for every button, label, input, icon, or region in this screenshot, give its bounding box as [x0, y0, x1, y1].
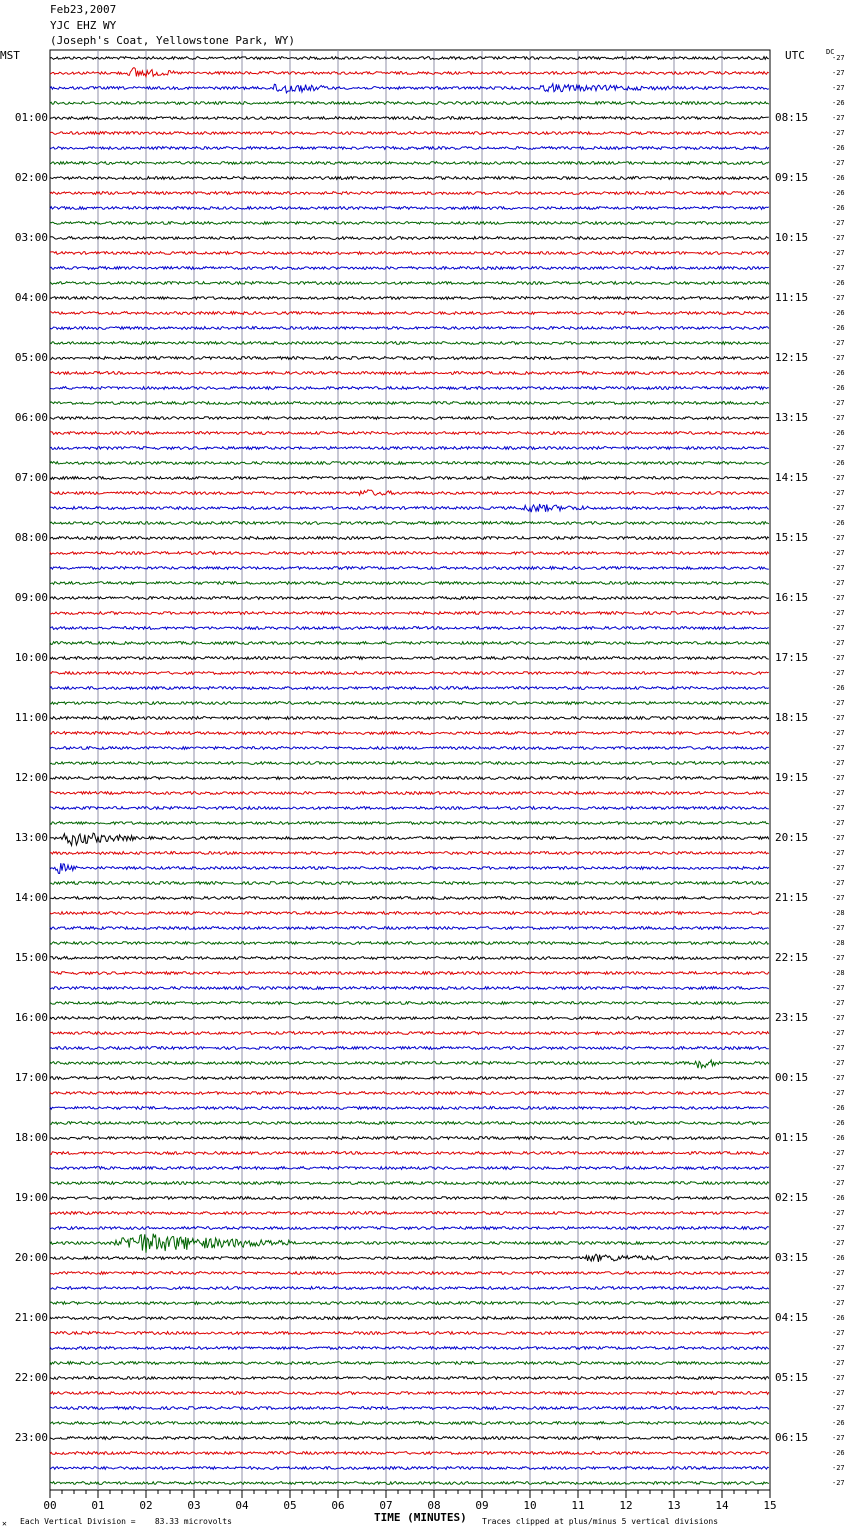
trace-76 — [50, 1182, 769, 1185]
trace-47 — [50, 747, 769, 750]
mst-tick-label: 06:00 — [14, 411, 48, 424]
dc-label: DC — [826, 48, 835, 56]
dc-offset-label: -27 — [832, 1164, 845, 1172]
trace-42 — [50, 672, 769, 675]
dc-offset-label: -27 — [832, 159, 845, 167]
dc-offset-label: -27 — [832, 669, 845, 677]
trace-53 — [50, 833, 769, 845]
utc-tick-label: 12:15 — [775, 351, 809, 364]
dc-offset-label: -27 — [832, 549, 845, 557]
trace-24 — [50, 402, 769, 405]
trace-9 — [50, 177, 769, 180]
dc-offset-label: -27 — [832, 504, 845, 512]
utc-tick-label: 23:15 — [775, 1011, 809, 1024]
utc-tick-label: 21:15 — [775, 891, 809, 904]
utc-tick-label: 17:15 — [775, 651, 809, 664]
dc-offset-label: -27 — [832, 54, 845, 62]
dc-offset-label: -26 — [832, 309, 845, 317]
trace-88 — [50, 1362, 769, 1365]
clip-note: Traces clipped at plus/minus 5 vertical divisions — [482, 1517, 719, 1526]
mst-tick-label: 23:00 — [14, 1431, 48, 1444]
trace-74 — [50, 1152, 769, 1155]
trace-92 — [50, 1422, 769, 1425]
dc-offset-label: -27 — [832, 69, 845, 77]
dc-offset-label: -27 — [832, 1179, 845, 1187]
trace-95 — [50, 1467, 769, 1470]
dc-offset-label: -27 — [832, 594, 845, 602]
utc-tick-label: 15:15 — [775, 531, 809, 544]
trace-57 — [50, 897, 769, 900]
dc-offset-label: -26 — [832, 369, 845, 377]
trace-17 — [50, 297, 769, 300]
dc-offset-label: -26 — [832, 1104, 845, 1112]
dc-offset-label: -27 — [832, 879, 845, 887]
mst-tick-label: 11:00 — [14, 711, 48, 724]
dc-offset-label: -27 — [832, 714, 845, 722]
x-tick-label: 07 — [379, 1499, 393, 1512]
x-tick-label: 12 — [619, 1499, 633, 1512]
trace-18 — [50, 312, 769, 315]
dc-offset-label: -27 — [832, 234, 845, 242]
trace-25 — [50, 417, 769, 420]
trace-67 — [50, 1047, 769, 1050]
dc-offset-label: -26 — [832, 204, 845, 212]
trace-66 — [50, 1032, 769, 1035]
trace-37 — [50, 597, 769, 600]
trace-96 — [50, 1482, 769, 1485]
x-tick-label: 00 — [43, 1499, 57, 1512]
utc-tick-label: 02:15 — [775, 1191, 809, 1204]
trace-14 — [50, 252, 769, 255]
trace-86 — [50, 1332, 769, 1335]
trace-82 — [50, 1272, 769, 1275]
dc-offset-label: -26 — [832, 174, 845, 182]
dc-offset-label: -27 — [832, 219, 845, 227]
dc-offset-label: -27 — [832, 729, 845, 737]
dc-offset-label: -27 — [832, 834, 845, 842]
trace-1 — [50, 57, 769, 60]
dc-offset-label: -26 — [832, 324, 845, 332]
dc-offset-label: -27 — [832, 414, 845, 422]
mst-tick-label: 22:00 — [14, 1371, 48, 1384]
dc-offset-label: -27 — [832, 639, 845, 647]
trace-85 — [50, 1317, 769, 1320]
trace-65 — [50, 1017, 769, 1020]
dc-offset-label: -27 — [832, 804, 845, 812]
x-tick-label: 06 — [331, 1499, 345, 1512]
dc-offset-label: -27 — [832, 1059, 845, 1067]
trace-7 — [50, 147, 769, 150]
x-tick-label: 03 — [187, 1499, 201, 1512]
trace-87 — [50, 1347, 769, 1350]
utc-tick-label: 20:15 — [775, 831, 809, 844]
dc-offset-label: -27 — [832, 1044, 845, 1052]
corner-mark: ✕ — [2, 1519, 7, 1528]
dc-offset-label: -26 — [832, 1119, 845, 1127]
x-tick-label: 04 — [235, 1499, 249, 1512]
utc-tick-label: 09:15 — [775, 171, 809, 184]
dc-offset-label: -27 — [832, 1359, 845, 1367]
trace-20 — [50, 342, 769, 345]
trace-49 — [50, 777, 769, 780]
trace-58 — [50, 912, 769, 915]
dc-offset-label: -26 — [832, 1194, 845, 1202]
dc-offset-label: -27 — [832, 954, 845, 962]
trace-48 — [50, 762, 769, 765]
trace-84 — [50, 1302, 769, 1305]
x-tick-label: 02 — [139, 1499, 153, 1512]
trace-54 — [50, 852, 769, 855]
trace-93 — [50, 1437, 769, 1440]
trace-61 — [50, 957, 769, 960]
dc-offset-label: -27 — [832, 1374, 845, 1382]
dc-offset-label: -27 — [832, 819, 845, 827]
dc-offset-label: -27 — [832, 489, 845, 497]
x-tick-label: 13 — [667, 1499, 681, 1512]
trace-62 — [50, 972, 769, 975]
dc-offset-label: -28 — [832, 909, 845, 917]
dc-offset-label: -27 — [832, 444, 845, 452]
utc-tick-label: 06:15 — [775, 1431, 809, 1444]
trace-23 — [50, 387, 769, 390]
dc-offset-label: -27 — [832, 1299, 845, 1307]
dc-offset-label: -26 — [832, 1449, 845, 1457]
trace-3 — [50, 84, 769, 93]
utc-tick-label: 00:15 — [775, 1071, 809, 1084]
x-tick-label: 09 — [475, 1499, 489, 1512]
dc-offset-label: -27 — [832, 1074, 845, 1082]
trace-55 — [50, 863, 769, 873]
trace-32 — [50, 522, 769, 525]
trace-19 — [50, 327, 769, 330]
trace-52 — [50, 822, 769, 825]
trace-40 — [50, 642, 769, 645]
x-tick-label: 11 — [571, 1499, 585, 1512]
mst-tick-label: 05:00 — [14, 351, 48, 364]
trace-33 — [50, 537, 769, 540]
trace-51 — [50, 807, 769, 810]
dc-offset-label: -27 — [832, 789, 845, 797]
mst-tick-label: 16:00 — [14, 1011, 48, 1024]
dc-offset-label: -27 — [832, 564, 845, 572]
x-axis-title: TIME (MINUTES) — [374, 1511, 467, 1524]
mst-tick-label: 19:00 — [14, 1191, 48, 1204]
mst-tick-label: 14:00 — [14, 891, 48, 904]
trace-26 — [50, 432, 769, 435]
trace-70 — [50, 1092, 769, 1095]
dc-offset-label: -26 — [832, 429, 845, 437]
dc-offset-label: -26 — [832, 189, 845, 197]
dc-offset-label: -27 — [832, 264, 845, 272]
dc-offset-label: -27 — [832, 129, 845, 137]
trace-16 — [50, 282, 769, 285]
x-tick-label: 10 — [523, 1499, 537, 1512]
trace-27 — [50, 447, 769, 450]
trace-79 — [50, 1227, 769, 1230]
mst-tick-label: 18:00 — [14, 1131, 48, 1144]
dc-offset-label: -27 — [832, 774, 845, 782]
utc-tick-label: 03:15 — [775, 1251, 809, 1264]
trace-31 — [50, 504, 769, 512]
mst-tick-label: 02:00 — [14, 171, 48, 184]
trace-64 — [50, 1002, 769, 1005]
dc-offset-label: -27 — [832, 744, 845, 752]
dc-offset-label: -27 — [832, 624, 845, 632]
trace-89 — [50, 1377, 769, 1380]
dc-offset-label: -27 — [832, 1389, 845, 1397]
trace-5 — [50, 117, 769, 120]
dc-offset-label: -27 — [832, 249, 845, 257]
utc-label: UTC — [785, 49, 805, 62]
utc-tick-label: 11:15 — [775, 291, 809, 304]
dc-offset-label: -27 — [832, 864, 845, 872]
trace-91 — [50, 1407, 769, 1410]
dc-offset-label: -27 — [832, 579, 845, 587]
x-tick-label: 05 — [283, 1499, 297, 1512]
trace-78 — [50, 1212, 769, 1215]
dc-offset-label: -27 — [832, 294, 845, 302]
dc-offset-label: -27 — [832, 1014, 845, 1022]
dc-offset-label: -26 — [832, 279, 845, 287]
dc-offset-label: -27 — [832, 354, 845, 362]
scale-note: Each Vertical Division = 83.33 microvolts — [20, 1517, 232, 1526]
trace-38 — [50, 612, 769, 615]
trace-90 — [50, 1392, 769, 1395]
trace-56 — [50, 882, 769, 885]
utc-tick-label: 14:15 — [775, 471, 809, 484]
trace-6 — [50, 132, 769, 135]
dc-offset-label: -27 — [832, 114, 845, 122]
dc-offset-label: -27 — [832, 1329, 845, 1337]
mst-label: MST — [0, 49, 20, 62]
trace-29 — [50, 477, 769, 480]
mst-tick-label: 09:00 — [14, 591, 48, 604]
dc-offset-label: -27 — [832, 1434, 845, 1442]
dc-offset-label: -26 — [832, 684, 845, 692]
utc-tick-label: 05:15 — [775, 1371, 809, 1384]
trace-72 — [50, 1122, 769, 1125]
trace-13 — [50, 237, 769, 240]
dc-offset-label: -27 — [832, 1464, 845, 1472]
utc-tick-label: 22:15 — [775, 951, 809, 964]
dc-offset-label: -26 — [832, 1314, 845, 1322]
dc-offset-label: -26 — [832, 459, 845, 467]
dc-offset-label: -27 — [832, 1224, 845, 1232]
x-tick-label: 01 — [91, 1499, 105, 1512]
dc-offset-label: -26 — [832, 144, 845, 152]
dc-offset-label: -27 — [832, 474, 845, 482]
dc-offset-label: -27 — [832, 84, 845, 92]
trace-45 — [50, 717, 769, 720]
trace-4 — [50, 102, 769, 105]
utc-tick-label: 04:15 — [775, 1311, 809, 1324]
trace-2 — [50, 68, 769, 77]
dc-offset-label: -27 — [832, 399, 845, 407]
mst-tick-label: 15:00 — [14, 951, 48, 964]
dc-offset-label: -27 — [832, 654, 845, 662]
dc-offset-label: -26 — [832, 1254, 845, 1262]
utc-tick-label: 19:15 — [775, 771, 809, 784]
dc-offset-label: -26 — [832, 519, 845, 527]
trace-63 — [50, 987, 769, 990]
date-label: Feb23,2007 — [50, 3, 117, 16]
dc-offset-label: -27 — [832, 1209, 845, 1217]
utc-tick-label: 13:15 — [775, 411, 809, 424]
x-tick-label: 14 — [715, 1499, 729, 1512]
mst-tick-label: 17:00 — [14, 1071, 48, 1084]
dc-offset-label: -27 — [832, 1149, 845, 1157]
trace-39 — [50, 627, 769, 630]
dc-offset-label: -27 — [832, 1284, 845, 1292]
dc-offset-label: -26 — [832, 1134, 845, 1142]
trace-81 — [50, 1254, 769, 1262]
x-tick-label: 15 — [763, 1499, 777, 1512]
trace-30 — [50, 490, 769, 496]
mst-tick-label: 12:00 — [14, 771, 48, 784]
mst-tick-label: 03:00 — [14, 231, 48, 244]
trace-43 — [50, 687, 769, 690]
mst-tick-label: 21:00 — [14, 1311, 48, 1324]
trace-46 — [50, 732, 769, 735]
dc-offset-label: -27 — [832, 339, 845, 347]
trace-80 — [50, 1234, 769, 1253]
dc-offset-label: -26 — [832, 384, 845, 392]
dc-offset-label: -27 — [832, 1404, 845, 1412]
location-label: (Joseph's Coat, Yellowstone Park, WY) — [50, 34, 296, 47]
trace-68 — [50, 1060, 769, 1068]
dc-offset-label: -28 — [832, 969, 845, 977]
trace-60 — [50, 942, 769, 945]
dc-offset-label: -27 — [832, 1239, 845, 1247]
mst-tick-label: 20:00 — [14, 1251, 48, 1264]
dc-offset-label: -27 — [832, 1269, 845, 1277]
trace-10 — [50, 192, 769, 195]
dc-offset-label: -27 — [832, 1344, 845, 1352]
utc-tick-label: 18:15 — [775, 711, 809, 724]
trace-41 — [50, 657, 769, 660]
dc-offset-label: -27 — [832, 534, 845, 542]
dc-offset-label: -27 — [832, 699, 845, 707]
trace-34 — [50, 552, 769, 555]
mst-tick-label: 01:00 — [14, 111, 48, 124]
dc-offset-label: -26 — [832, 99, 845, 107]
mst-tick-label: 10:00 — [14, 651, 48, 664]
x-tick-label: 08 — [427, 1499, 441, 1512]
dc-offset-label: -26 — [832, 1419, 845, 1427]
trace-21 — [50, 357, 769, 360]
station-label: YJC EHZ WY — [50, 19, 117, 32]
trace-28 — [50, 462, 769, 465]
trace-77 — [50, 1197, 769, 1200]
trace-94 — [50, 1452, 769, 1455]
dc-offset-label: -27 — [832, 849, 845, 857]
trace-11 — [50, 207, 769, 210]
trace-35 — [50, 567, 769, 570]
trace-59 — [50, 927, 769, 930]
mst-tick-label: 04:00 — [14, 291, 48, 304]
dc-offset-label: -27 — [832, 1029, 845, 1037]
dc-offset-label: -27 — [832, 609, 845, 617]
utc-tick-label: 01:15 — [775, 1131, 809, 1144]
trace-50 — [50, 792, 769, 795]
trace-36 — [50, 582, 769, 585]
trace-83 — [50, 1287, 769, 1290]
dc-offset-label: -27 — [832, 999, 845, 1007]
dc-offset-label: -27 — [832, 759, 845, 767]
dc-offset-label: -27 — [832, 924, 845, 932]
trace-8 — [50, 162, 769, 165]
dc-offset-label: -27 — [832, 1479, 845, 1487]
trace-69 — [50, 1077, 769, 1080]
trace-22 — [50, 372, 769, 375]
utc-tick-label: 10:15 — [775, 231, 809, 244]
dc-offset-label: -27 — [832, 894, 845, 902]
mst-tick-label: 07:00 — [14, 471, 48, 484]
mst-tick-label: 13:00 — [14, 831, 48, 844]
trace-75 — [50, 1167, 769, 1170]
trace-73 — [50, 1137, 769, 1140]
trace-12 — [50, 222, 769, 225]
dc-offset-label: -28 — [832, 939, 845, 947]
mst-tick-label: 08:00 — [14, 531, 48, 544]
dc-offset-label: -27 — [832, 1089, 845, 1097]
utc-tick-label: 08:15 — [775, 111, 809, 124]
utc-tick-label: 16:15 — [775, 591, 809, 604]
trace-44 — [50, 702, 769, 705]
trace-15 — [50, 267, 769, 270]
dc-offset-label: -27 — [832, 984, 845, 992]
trace-71 — [50, 1107, 769, 1110]
